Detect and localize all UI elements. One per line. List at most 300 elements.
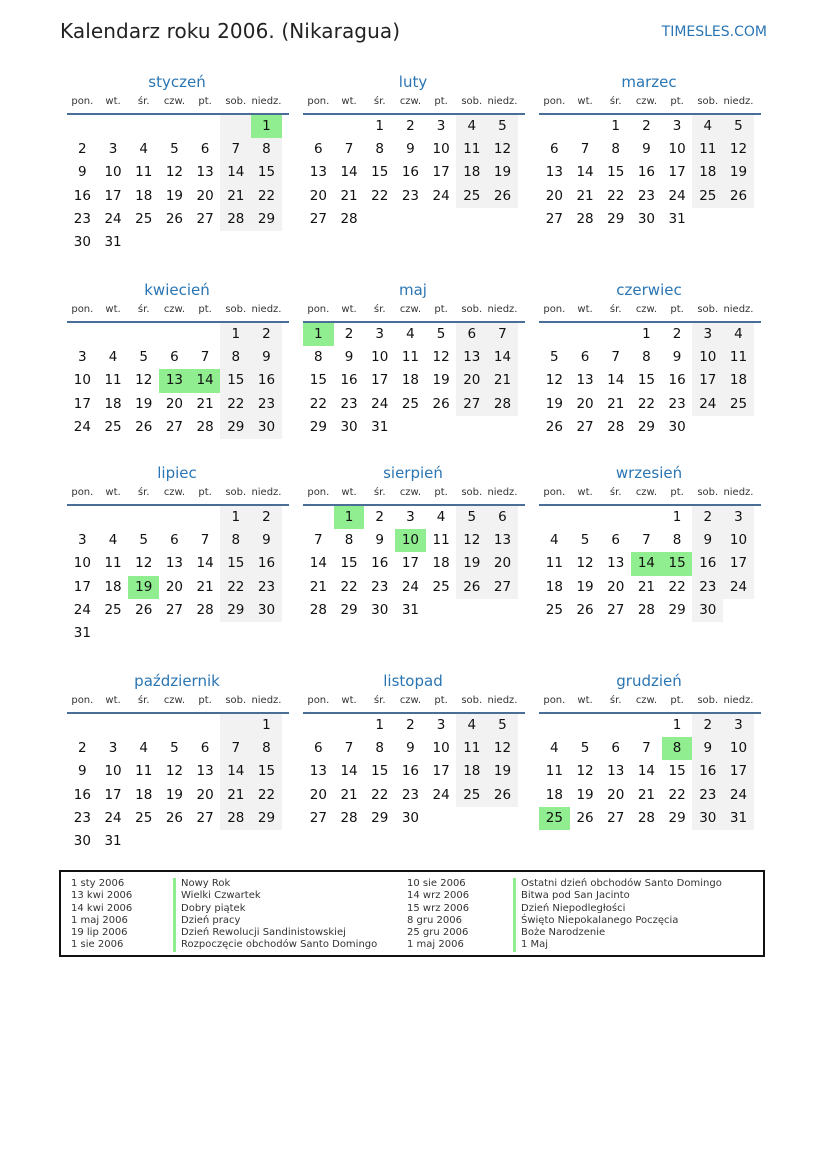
- day-cell: 7: [344, 740, 354, 757]
- legend-holiday-name: Boże Narodzenie: [513, 927, 722, 939]
- day-cell: 15: [607, 164, 625, 181]
- day-cell: 9: [344, 349, 354, 366]
- day-cell: 14: [340, 763, 358, 780]
- day-cell: 16: [251, 552, 282, 575]
- week-row: [67, 138, 289, 161]
- day-cell: 28: [196, 601, 214, 618]
- week-row: [539, 161, 761, 184]
- day-cell: 11: [545, 555, 563, 572]
- month-calendar: [303, 463, 525, 622]
- day-cell: 18: [723, 369, 754, 392]
- day-cell: 2: [406, 118, 415, 134]
- day-cell: 27: [576, 418, 594, 435]
- day-cell: 12: [135, 372, 153, 389]
- empty-day-cell: [456, 807, 487, 830]
- empty-day-cell: [303, 506, 334, 529]
- day-cell: 17: [371, 372, 389, 389]
- day-cell: 22: [251, 784, 282, 807]
- weekday-label: niedz.: [487, 96, 518, 107]
- day-cell: 15: [371, 164, 389, 181]
- day-cell: 18: [456, 161, 487, 184]
- weekday-label: śr.: [373, 487, 386, 498]
- weekday-label: czw.: [399, 487, 421, 498]
- weekday-label: niedz.: [251, 96, 282, 107]
- day-cell: 16: [668, 372, 686, 389]
- day-cell: 8: [672, 532, 682, 549]
- day-cell: 8: [642, 349, 651, 366]
- day-cell: 22: [371, 187, 389, 204]
- day-cell: 6: [314, 141, 323, 158]
- weekday-header: [303, 483, 525, 503]
- week-row: [67, 369, 289, 392]
- site-link[interactable]: TIMESLES.COM: [661, 24, 767, 40]
- day-cell: 19: [432, 372, 450, 389]
- day-cell: 13: [545, 164, 563, 181]
- day-cell: 1: [672, 717, 682, 733]
- month-name: grudzień: [616, 672, 682, 690]
- day-cell: 7: [580, 141, 590, 158]
- day-cell: 21: [487, 369, 518, 392]
- week-row: [303, 208, 525, 231]
- day-cell: 24: [401, 578, 419, 595]
- day-cell: 31: [371, 418, 389, 435]
- weekday-label: pon.: [71, 487, 94, 498]
- legend-holiday-name: Dobry piątek: [173, 903, 377, 915]
- day-cell: 5: [170, 141, 179, 158]
- empty-day-cell: [128, 714, 159, 737]
- empty-day-cell: [251, 231, 282, 254]
- weekday-label: wt.: [105, 304, 121, 315]
- day-cell: 15: [309, 372, 327, 389]
- month-name: luty: [398, 73, 428, 91]
- legend-holiday-date: 14 kwi 2006: [71, 902, 133, 914]
- day-cell: 4: [406, 326, 415, 342]
- day-cell: 22: [637, 395, 655, 412]
- holiday-day-cell: 1: [303, 323, 334, 346]
- weekday-label: wt.: [105, 96, 121, 107]
- day-cell: 13: [607, 763, 625, 780]
- week-row: [67, 185, 289, 208]
- week-row: [67, 506, 289, 529]
- day-cell: 23: [401, 786, 419, 803]
- weekday-label: niedz.: [723, 487, 754, 498]
- holiday-day-cell: 14: [631, 552, 662, 575]
- day-cell: 9: [692, 737, 723, 760]
- day-cell: 18: [135, 786, 153, 803]
- day-cell: 20: [607, 786, 625, 803]
- day-cell: 12: [576, 763, 594, 780]
- weekday-label: czw.: [163, 96, 185, 107]
- day-cell: 19: [545, 395, 563, 412]
- week-row: [67, 714, 289, 737]
- weekday-label: pon.: [71, 304, 94, 315]
- week-row: [539, 369, 761, 392]
- empty-day-cell: [67, 115, 98, 138]
- week-row: [539, 529, 761, 552]
- day-cell: 31: [73, 624, 91, 641]
- day-cell: 20: [196, 786, 214, 803]
- weekday-header: [539, 483, 761, 503]
- weekday-label: pt.: [198, 487, 212, 498]
- empty-day-cell: [159, 622, 190, 645]
- weekday-label: sob.: [225, 96, 247, 107]
- day-cell: 2: [406, 717, 415, 733]
- empty-day-cell: [159, 323, 190, 346]
- day-cell: 9: [406, 740, 415, 757]
- weekday-label: wt.: [341, 695, 357, 706]
- empty-day-cell: [539, 323, 570, 346]
- day-cell: 29: [251, 807, 282, 830]
- week-row: [539, 185, 761, 208]
- day-cell: 29: [637, 418, 655, 435]
- empty-day-cell: [190, 115, 221, 138]
- day-cell: 12: [456, 529, 487, 552]
- day-cell: 19: [723, 161, 754, 184]
- day-cell: 29: [220, 416, 251, 439]
- holiday-day-cell: 1: [251, 115, 282, 138]
- empty-day-cell: [128, 115, 159, 138]
- day-cell: 20: [165, 395, 183, 412]
- week-row: [303, 807, 525, 830]
- day-cell: 23: [251, 393, 282, 416]
- day-cell: 17: [73, 578, 91, 595]
- empty-day-cell: [220, 231, 251, 254]
- week-row: [303, 115, 525, 138]
- weekday-label: śr.: [609, 487, 622, 498]
- day-cell: 28: [637, 601, 655, 618]
- day-cell: 23: [637, 187, 655, 204]
- weekday-label: pt.: [434, 695, 448, 706]
- empty-day-cell: [303, 714, 334, 737]
- day-cell: 23: [692, 576, 723, 599]
- day-cell: 4: [550, 740, 559, 757]
- day-cell: 8: [314, 349, 323, 366]
- day-cell: 5: [723, 115, 754, 138]
- day-cell: 17: [401, 555, 419, 572]
- month-calendar: [539, 280, 761, 439]
- weekday-label: pt.: [434, 487, 448, 498]
- weekday-label: niedz.: [723, 695, 754, 706]
- day-cell: 23: [371, 578, 389, 595]
- weekday-header: [539, 300, 761, 320]
- day-cell: 23: [251, 576, 282, 599]
- weekday-label: śr.: [373, 695, 386, 706]
- weekday-label: sob.: [461, 304, 483, 315]
- day-cell: 8: [220, 529, 251, 552]
- week-row: [303, 185, 525, 208]
- day-cell: 10: [104, 763, 122, 780]
- week-row: [67, 552, 289, 575]
- day-cell: 10: [723, 737, 754, 760]
- weekday-label: pon.: [71, 695, 94, 706]
- day-cell: 11: [432, 532, 450, 549]
- weekday-label: sob.: [461, 96, 483, 107]
- holiday-day-cell: 10: [395, 529, 426, 552]
- empty-day-cell: [334, 115, 365, 138]
- day-cell: 25: [692, 185, 723, 208]
- weekday-label: pt.: [198, 695, 212, 706]
- day-cell: 17: [723, 552, 754, 575]
- empty-day-cell: [570, 714, 601, 737]
- day-cell: 21: [340, 786, 358, 803]
- legend-holiday-date: 13 kwi 2006: [71, 890, 133, 902]
- empty-day-cell: [600, 506, 631, 529]
- month-calendar: [303, 72, 525, 231]
- day-cell: 20: [487, 552, 518, 575]
- day-cell: 29: [251, 208, 282, 231]
- empty-day-cell: [426, 416, 457, 439]
- week-row: [539, 346, 761, 369]
- day-cell: 1: [251, 714, 282, 737]
- month-name: październik: [134, 672, 220, 690]
- day-cell: 22: [371, 786, 389, 803]
- legend-holiday-date: 19 lip 2006: [71, 927, 128, 939]
- month-calendar: [67, 463, 289, 645]
- day-cell: 18: [692, 161, 723, 184]
- week-row: [303, 323, 525, 346]
- day-cell: 7: [314, 532, 323, 549]
- day-cell: 13: [607, 555, 625, 572]
- empty-day-cell: [395, 208, 426, 231]
- day-cell: 17: [73, 395, 91, 412]
- day-cell: 6: [200, 740, 210, 757]
- day-cell: 2: [642, 118, 651, 134]
- day-cell: 14: [340, 164, 358, 181]
- empty-day-cell: [220, 115, 251, 138]
- day-cell: 11: [723, 346, 754, 369]
- empty-day-cell: [631, 506, 662, 529]
- day-cell: 29: [668, 809, 686, 826]
- day-cell: 12: [487, 737, 518, 760]
- day-cell: 24: [371, 395, 389, 412]
- day-cell: 2: [692, 714, 723, 737]
- legend-names-left: [173, 878, 377, 952]
- empty-day-cell: [487, 599, 518, 622]
- day-cell: 1: [220, 323, 251, 346]
- week-row: [67, 416, 289, 439]
- weekday-label: czw.: [163, 487, 185, 498]
- day-cell: 11: [401, 349, 419, 366]
- day-cell: 21: [220, 185, 251, 208]
- day-cell: 3: [375, 326, 385, 342]
- empty-day-cell: [456, 208, 487, 231]
- day-cell: 19: [487, 760, 518, 783]
- day-cell: 13: [196, 164, 214, 181]
- weekday-label: wt.: [105, 487, 121, 498]
- day-cell: 17: [104, 187, 122, 204]
- weekday-label: wt.: [577, 695, 593, 706]
- weekday-label: śr.: [373, 96, 386, 107]
- empty-day-cell: [190, 830, 221, 853]
- page-title: Kalendarz roku 2006. (Nikaragua): [60, 19, 401, 43]
- holiday-day-cell: 1: [334, 506, 365, 529]
- weekday-label: pon.: [307, 487, 330, 498]
- empty-day-cell: [190, 506, 221, 529]
- day-cell: 22: [251, 185, 282, 208]
- day-cell: 24: [723, 576, 754, 599]
- legend-holiday-name: Rozpoczęcie obchodów Santo Domingo: [173, 939, 377, 951]
- weekday-label: wt.: [577, 304, 593, 315]
- empty-day-cell: [426, 208, 457, 231]
- day-cell: 21: [637, 786, 655, 803]
- day-cell: 25: [432, 578, 450, 595]
- day-cell: 16: [637, 164, 655, 181]
- empty-day-cell: [159, 506, 190, 529]
- day-cell: 19: [135, 395, 153, 412]
- day-cell: 6: [170, 532, 179, 549]
- empty-day-cell: [723, 416, 754, 439]
- day-cell: 11: [135, 763, 153, 780]
- day-cell: 18: [456, 760, 487, 783]
- day-cell: 24: [432, 786, 450, 803]
- day-cell: 24: [73, 601, 91, 618]
- month-calendar: [539, 463, 761, 622]
- empty-day-cell: [539, 115, 570, 138]
- week-row: [67, 807, 289, 830]
- day-cell: 27: [487, 576, 518, 599]
- holiday-day-cell: 25: [539, 807, 570, 830]
- weekday-label: czw.: [399, 304, 421, 315]
- day-cell: 27: [545, 210, 563, 227]
- day-cell: 14: [309, 555, 327, 572]
- weekday-header: [303, 300, 525, 320]
- day-cell: 4: [108, 532, 118, 549]
- day-cell: 22: [668, 578, 686, 595]
- holiday-legend: [59, 870, 765, 957]
- day-cell: 4: [139, 141, 149, 158]
- empty-day-cell: [159, 231, 190, 254]
- day-cell: 18: [104, 395, 122, 412]
- day-cell: 5: [170, 740, 179, 757]
- empty-day-cell: [426, 599, 457, 622]
- day-cell: 30: [692, 807, 723, 830]
- weekday-label: czw.: [635, 96, 657, 107]
- day-cell: 13: [165, 555, 183, 572]
- empty-day-cell: [128, 323, 159, 346]
- day-cell: 25: [135, 210, 153, 227]
- day-cell: 3: [78, 532, 87, 549]
- day-cell: 11: [545, 763, 563, 780]
- day-cell: 17: [692, 369, 723, 392]
- empty-day-cell: [600, 323, 631, 346]
- day-cell: 27: [165, 418, 183, 435]
- month-calendar: [539, 72, 761, 231]
- weekday-header: [539, 92, 761, 112]
- legend-holiday-name: Nowy Rok: [173, 878, 377, 890]
- day-cell: 24: [104, 210, 122, 227]
- week-row: [539, 208, 761, 231]
- day-cell: 4: [108, 349, 118, 366]
- day-cell: 21: [637, 578, 655, 595]
- day-cell: 1: [375, 717, 385, 733]
- day-cell: 12: [135, 555, 153, 572]
- day-cell: 30: [251, 416, 282, 439]
- week-row: [67, 208, 289, 231]
- empty-day-cell: [67, 506, 98, 529]
- day-cell: 20: [196, 187, 214, 204]
- week-row: [67, 161, 289, 184]
- day-cell: 26: [487, 185, 518, 208]
- week-row: [67, 323, 289, 346]
- day-cell: 3: [692, 323, 723, 346]
- weekday-header: [67, 300, 289, 320]
- weekday-label: czw.: [399, 695, 421, 706]
- day-cell: 26: [456, 576, 487, 599]
- week-row: [539, 760, 761, 783]
- empty-day-cell: [128, 231, 159, 254]
- day-cell: 2: [78, 740, 87, 757]
- day-cell: 21: [309, 578, 327, 595]
- weekday-label: pt.: [670, 304, 684, 315]
- day-cell: 28: [196, 418, 214, 435]
- weekday-label: niedz.: [487, 487, 518, 498]
- day-cell: 20: [309, 187, 327, 204]
- holiday-day-cell: 14: [190, 369, 221, 392]
- day-cell: 29: [607, 210, 625, 227]
- day-cell: 2: [344, 326, 354, 342]
- day-cell: 14: [487, 346, 518, 369]
- weekday-label: sob.: [697, 487, 719, 498]
- day-cell: 24: [432, 187, 450, 204]
- day-cell: 25: [456, 784, 487, 807]
- day-cell: 26: [576, 601, 594, 618]
- legend-holiday-name: Ostatni dzień obchodów Santo Domingo: [513, 878, 722, 890]
- day-cell: 12: [576, 555, 594, 572]
- month-name: wrzesień: [615, 464, 683, 482]
- month-name: maj: [399, 281, 427, 299]
- month-calendar: [67, 280, 289, 439]
- day-cell: 14: [637, 763, 655, 780]
- empty-day-cell: [539, 714, 570, 737]
- day-cell: 12: [723, 138, 754, 161]
- day-cell: 10: [73, 372, 91, 389]
- empty-day-cell: [190, 231, 221, 254]
- day-cell: 1: [375, 118, 385, 134]
- weekday-label: śr.: [609, 96, 622, 107]
- day-cell: 29: [220, 599, 251, 622]
- holiday-day-cell: 15: [662, 552, 693, 575]
- empty-day-cell: [159, 714, 190, 737]
- legend-holiday-name: Bitwa pod San Jacinto: [513, 890, 722, 902]
- day-cell: 2: [375, 509, 385, 525]
- day-cell: 29: [371, 809, 389, 826]
- day-cell: 8: [251, 737, 282, 760]
- day-cell: 11: [456, 737, 487, 760]
- day-cell: 17: [432, 763, 450, 780]
- holiday-day-cell: 13: [159, 369, 190, 392]
- day-cell: 5: [580, 532, 590, 549]
- day-cell: 28: [576, 210, 594, 227]
- day-cell: 22: [668, 786, 686, 803]
- week-row: [539, 599, 761, 622]
- empty-day-cell: [456, 416, 487, 439]
- day-cell: 10: [432, 141, 450, 158]
- week-row: [67, 346, 289, 369]
- month-name: styczeń: [148, 73, 206, 91]
- day-cell: 30: [668, 418, 686, 435]
- weekday-header: [303, 92, 525, 112]
- day-cell: 10: [692, 346, 723, 369]
- empty-day-cell: [251, 622, 282, 645]
- day-cell: 7: [611, 349, 621, 366]
- day-cell: 24: [73, 418, 91, 435]
- weekday-label: niedz.: [487, 695, 518, 706]
- day-cell: 10: [73, 555, 91, 572]
- day-cell: 25: [401, 395, 419, 412]
- weekday-label: śr.: [373, 304, 386, 315]
- day-cell: 30: [251, 599, 282, 622]
- month-calendar: [303, 280, 525, 439]
